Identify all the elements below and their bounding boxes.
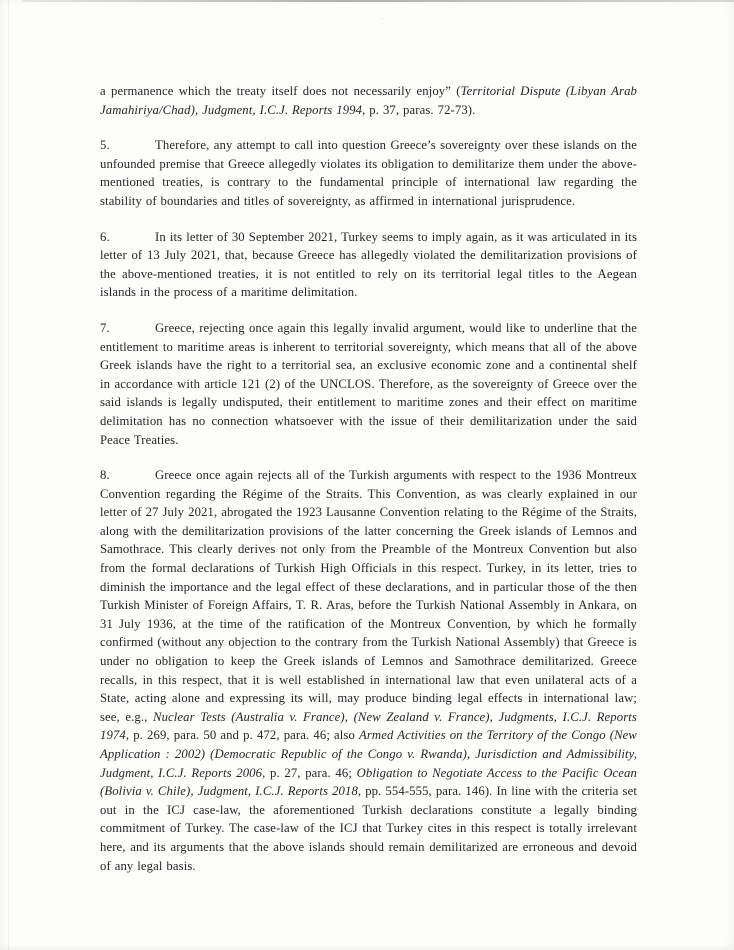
paragraph xyxy=(100,466,637,875)
paragraph xyxy=(100,228,637,302)
text-segment: Therefore, any attempt to call into question Greece’s sovereignty over these islands on the unfounded premise that Greece allegedly violates its obligation to demilitarize them under the above-mentioned treaties, is contrary to the fundamental principle of international law regarding the stability of boundaries and titles of sovereignty, as affirmed in international jurisprudence. xyxy=(100,138,637,208)
scan-edge-top xyxy=(22,0,734,2)
text-segment: , p. 37, paras. 72-73). xyxy=(362,102,476,117)
paragraph-number: 7. xyxy=(100,320,110,335)
paragraph xyxy=(100,319,637,449)
text-segment: Greece once again rejects all of the Turkish arguments with respect to the 1936 Montreux Convention regarding the Régime of the Straits. This Convention, as was clearly explained in our letter of 27 July 2021, abrogated the 1923 Lausanne Convention relating to the Régime of the Straits, along with the demilitarization provisions of the latter concerning the Greek islands of Lemnos and Samothrace. This clearly derives not only from the Preamble of the Montreux Convention but also from the formal declarations of Turkish High Officials in this respect. Turkey, in its letter, tries to diminish the importance and the legal effect of these declarations, and in particular those of the then Turkish Minister of Foreign Affairs, T. R. Aras, before the Turkish National Assembly in Ankara, on 31 July 1936, at the time of the ratification of the Montreux Convention, by which he formally confirmed (without any objection to the contrary from the Turkish National Assembly) that Greece is under no obligation to keep the Greek islands of Lemnos and Samothrace demilitarized. Greece recalls, in this respect, that it is well established in international law that even unilateral acts of a State, acting alone and expressing its will, may produce binding legal effects in international law; see, e.g., xyxy=(100,468,637,724)
text-segment: , p. 269, para. 50 and p. 472, para. 46; also xyxy=(125,728,359,743)
text-segment: , pp. 554-555, para. 146). In line with the criteria set out in the ICJ case-law, the aforementioned Turkish declarations constitute a legally binding commitment of Turkey. The case-law of the ICJ that Turkey cites in this respect is totally irrelevant here, and its arguments that the above islands should remain demilitarized are erroneous and devoid of any legal basis. xyxy=(100,784,637,873)
text-segment: a permanence which the treaty itself does not necessarily enjoy” ( xyxy=(100,84,461,98)
text-segment: In its letter of 30 September 2021, Turkey seems to imply again, as it was articulated in its letter of 13 July 2021, that, because Greece has allegedly violated the demilitarization provisions of the above-mentioned treaties, it is not entitled to rely on its territorial legal titles to the Aegean islands in the process of a maritime delimitation. xyxy=(100,229,637,300)
document-body xyxy=(100,82,637,875)
paragraph-number: 5. xyxy=(100,138,110,153)
citation-text: Nuclear Tests (Australia v. France), (New Zealand v. France), Judgments, I.C.J. Reports 1974 xyxy=(100,709,637,743)
citation-text: Obligation to Negotiate Access to the Pacific Ocean (Bolivia v. Chile), Judgment, I.C.J. Reports 2018 xyxy=(100,765,637,799)
paragraph xyxy=(100,136,637,210)
citation-text: Armed Activities on the Territory of the Congo (New Application : 2002) (Democratic Republic of the Congo v. Rwanda), Jurisdiction and Admissibility, Judgment, I.C.J. Reports 2006 xyxy=(100,728,637,780)
text-segment: , p. 27, para. 46; xyxy=(262,765,357,780)
scan-speckles xyxy=(382,18,383,19)
paragraph xyxy=(100,82,637,119)
scan-edge-left xyxy=(8,0,9,950)
text-segment: Greece, rejecting once again this legally invalid argument, would like to underline that the entitlement to maritime areas is inherent to territorial sovereignty, which means that all of the above Greek islands have the right to a territorial sea, an exclusive economic zone and a continental shelf in accordance with article 121 (2) of the UNCLOS. Therefore, as the sovereignty of Greece over the said islands is legally undisputed, their entitlement to maritime zones and their effect on maritime delimitation has no connection whatsoever with the issue of their demilitarization under the said Peace Treaties. xyxy=(100,320,637,447)
citation-text: Territorial Dispute (Libyan Arab Jamahiriya/Chad), Judgment, I.C.J. Reports 1994 xyxy=(100,84,637,117)
paragraph-number: 6. xyxy=(100,229,110,244)
paragraph-number: 8. xyxy=(100,468,110,483)
